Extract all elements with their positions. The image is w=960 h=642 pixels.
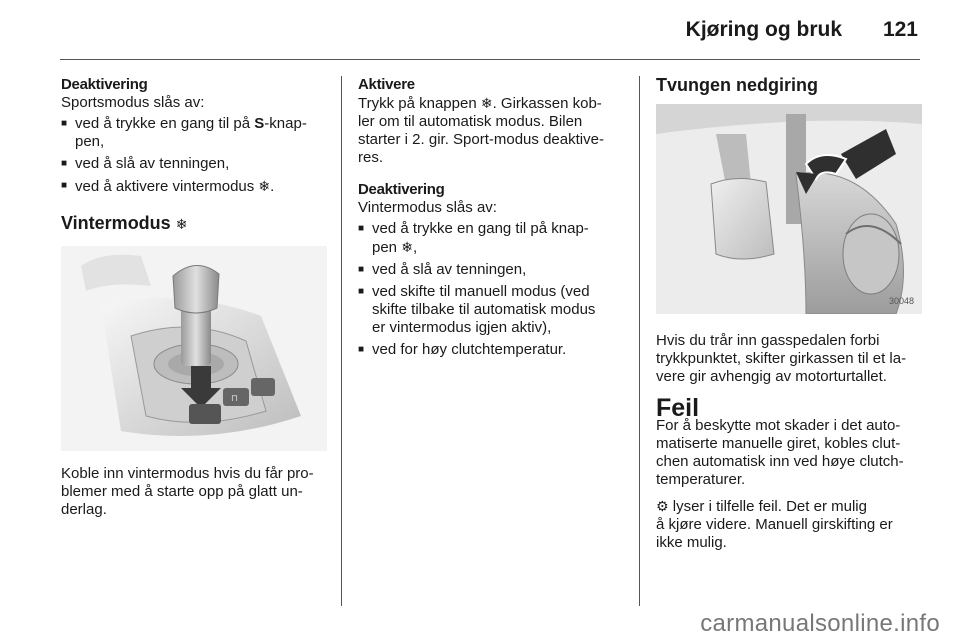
sport-off-list bbox=[61, 115, 327, 196]
snowflake-icon: ❄ bbox=[480, 95, 493, 111]
column-1 bbox=[61, 76, 327, 519]
gearbox-warning-icon: ⚙ bbox=[656, 498, 669, 514]
deactivation-heading: Deaktivering bbox=[61, 76, 148, 93]
snowflake-icon: ❄ bbox=[258, 178, 271, 194]
sport-off-intro: Sportsmodus slås av: bbox=[61, 94, 205, 111]
fault-heading: Feil bbox=[656, 394, 700, 422]
list-item: ■ ved å aktivere vintermodus ❄. bbox=[61, 177, 327, 196]
column-divider-1 bbox=[341, 76, 342, 606]
figure-number: 30048 bbox=[888, 296, 914, 306]
gear-lever-illustration bbox=[61, 246, 327, 451]
list-item: ■ ved å slå av tenningen, bbox=[61, 155, 327, 173]
kickdown-body: Hvis du trår inn gasspedalen forbi trykkpunktet, skifter girkassen til et la- vere gir avhengig av motorturtallet. bbox=[656, 332, 907, 385]
kickdown-heading: Tvungen nedgiring bbox=[656, 75, 818, 95]
page-number: 121 bbox=[882, 18, 918, 41]
list-item: ■ ved å slå av tenningen, bbox=[358, 261, 624, 279]
column-3 bbox=[656, 76, 924, 552]
list-item: ■ ved å trykke en gang til på S-knap- pen, bbox=[61, 115, 327, 151]
gear-lever-drawing bbox=[61, 246, 327, 451]
column-2 bbox=[358, 76, 624, 363]
list-item: ■ ved å trykke en gang til på knap- pen ❄, bbox=[358, 220, 624, 257]
snowflake-icon: ❄ bbox=[175, 216, 188, 232]
svg-text:⊓: ⊓ bbox=[231, 394, 239, 404]
winter-mode-body: Koble inn vintermodus hvis du får pro- blemer med å starte opp på glatt un- derlag. bbox=[61, 465, 314, 518]
activate-heading: Aktivere bbox=[358, 76, 415, 93]
column-divider-2 bbox=[639, 76, 640, 606]
snowflake-icon: ❄ bbox=[401, 239, 413, 255]
watermark: carmanualsonline.info bbox=[700, 610, 940, 637]
winter-off-intro: Vintermodus slås av: bbox=[358, 199, 497, 216]
header-rule bbox=[60, 59, 920, 60]
winter-mode-heading: Vintermodus ❄ bbox=[61, 213, 188, 233]
pedal-illustration bbox=[656, 104, 922, 314]
pedal-drawing bbox=[656, 104, 922, 314]
list-item: ■ ved skifte til manuell modus (ved skifte tilbake til automatisk modus er vintermodus igjen aktiv), bbox=[358, 283, 624, 337]
winter-off-list bbox=[358, 220, 624, 359]
deactivation-heading: Deaktivering bbox=[358, 181, 445, 198]
header-title: Kjøring og bruk bbox=[685, 18, 842, 41]
fault-light-note: ⚙ lyser i tilfelle feil. Det er mulig å kjøre videre. Manuell girskifting er ikke mulig. bbox=[656, 498, 893, 551]
fault-body: For å beskytte mot skader i det auto- matiserte manuelle giret, kobles clut- chen automatisk inn ved høye clutch- temperaturer. bbox=[656, 417, 904, 488]
list-item: ■ ved for høy clutchtemperatur. bbox=[358, 341, 624, 359]
activate-body: Trykk på knappen ❄. Girkassen kob- ler om til automatisk modus. Bilen starter i 2. gir. Sport-modus deaktive- res. bbox=[358, 95, 604, 166]
